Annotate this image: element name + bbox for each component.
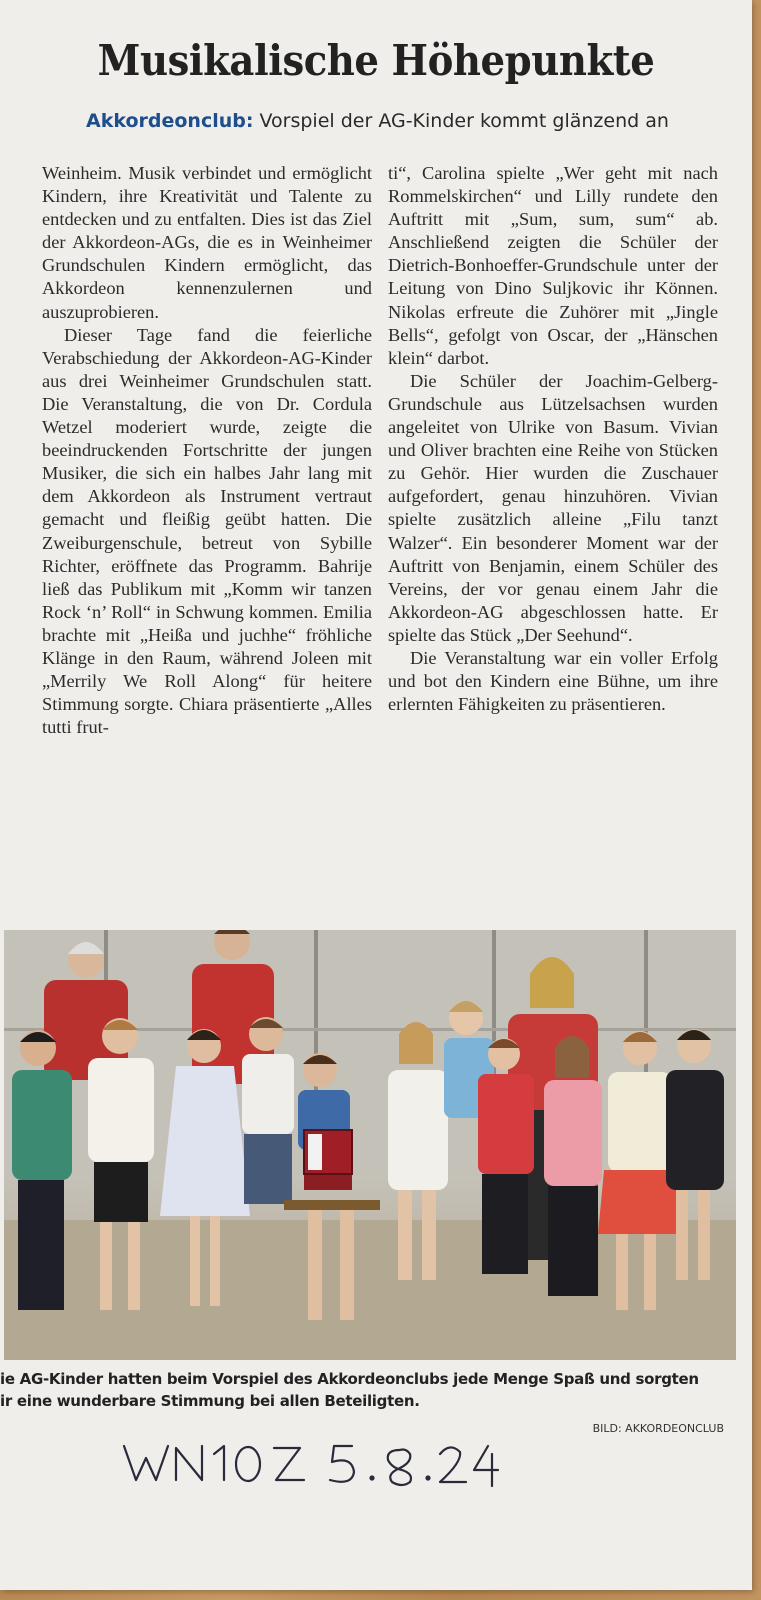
handwritten-date-icon (116, 1428, 516, 1508)
paragraph: Dieser Tage fand die feierliche Verabschiedung der Akkordeon-AG-Kinder aus drei Weinheimer Grundschulen statt. Die Veranstaltung, die von Dr. Cordula Wetzel moderiert wurde, zeigte die beeindruckenden Fortschritte der jungen Musiker, die sich ein halbes Jahr lang mit dem Akkordeon als Instrument vertraut gemacht und fleißig geübt hatten. Die Zweiburgenschule, betreut von Sybille Richter, eröffnete das Programm. Bahrije ließ das Publikum mit „Komm wir tanzen Rock ‘n’ Roll“ in Schwung kommen. Emilia brachte mit „Heißa und juchhe“ fröhliche Klänge in den Raum, während Joleen mit „Merrily We Roll Along“ für heitere Stimmung sorgte. Chiara präsentierte „Alles tutti frut- (42, 324, 372, 738)
group-photo (4, 930, 736, 1360)
paragraph: Die Schüler der Joachim-Gelberg-Grundschule aus Lützelsachsen wurden angeleitet von Ulrike von Basum. Vivian und Oliver brachten eine Reihe von Stücken zu Gehör. Hier wurden die Zuschauer aufgefordert, genau hinzuhören. Vivian spielte zusätzlich alleine „Filu tanzt Walzer“. Ein besonderer Moment war der Auftritt von Benjamin, einem Schüler des Vereins, der vor genau einem Jahr die Akkordeon-AG abgeschlossen hatte. Er spielte das Stück „Der Seehund“. (388, 370, 718, 645)
article-headline: Musikalische Höhepunkte (97, 36, 655, 85)
paragraph: ti“, Carolina spielte „Wer geht mit nach Rommelskirchen“ und Lilly rundete den Auftritt mit „Sum, sum, sum“ ab. Anschließend zeigten die Schüler der Dietrich-Bonhoeffer-Grundschule unter der Leitung von Dino Suljkovic ihr Können. Nikolas erfreute die Zuhörer mit „Jingle Bells“, gefolgt von Oscar, der „Hänschen klein“ darbot. (388, 163, 718, 368)
article-column-1 (42, 162, 372, 739)
article-subhead (86, 110, 669, 132)
subhead-kicker: Akkordeonclub: (86, 110, 254, 132)
photo-credit: BILD: AKKORDEONCLUB (592, 1422, 724, 1435)
handwritten-note (116, 1428, 516, 1512)
photo-caption (0, 1368, 730, 1412)
paragraph-text: Musik verbindet und ermöglicht Kindern, ihre Kreativität und Talente zu entdecken und zu entfalten. Dies ist das Ziel der Akkordeon-AGs, die es in Weinheimer Grundschulen Kindern ermöglicht, das Akkordeon kennenzulernen und auszuprobieren. (42, 163, 372, 322)
group-photo-illustration (4, 930, 736, 1360)
paragraph: Die Veranstaltung war ein voller Erfolg und bot den Kindern eine Bühne, um ihre erlernten Fähigkeiten zu präsentieren. (388, 647, 718, 715)
caption-line: ir eine wunderbare Stimmung bei allen Beteiligten. (0, 1392, 420, 1410)
caption-line: ie AG-Kinder hatten beim Vorspiel des Akkordeonclubs jede Menge Spaß und sorgten (0, 1370, 699, 1388)
article-column-2 (388, 162, 718, 716)
paragraph (42, 162, 372, 324)
subhead-text: Vorspiel der AG-Kinder kommt glänzend an (253, 110, 669, 132)
dateline: Weinheim. (42, 163, 122, 183)
